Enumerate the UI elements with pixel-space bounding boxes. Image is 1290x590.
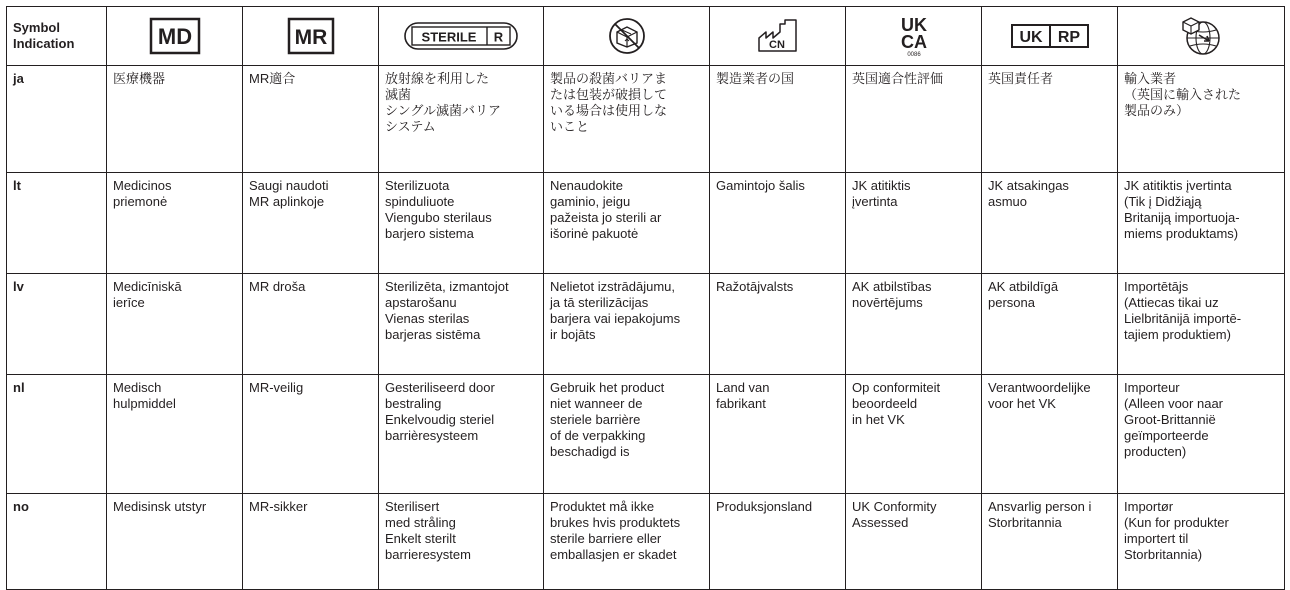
table-cell: Medicīniskā ierīce — [107, 274, 243, 375]
table-cell: 医療機器 — [107, 66, 243, 173]
table-row — [7, 173, 1285, 274]
table-cell: Ansvarlig person i Storbritannia — [982, 494, 1118, 590]
mr-symbol-text: MR — [294, 26, 327, 49]
symbol-cell-damaged — [544, 7, 710, 66]
symbol-cell-country — [710, 7, 846, 66]
symbol-cell-mr — [243, 7, 379, 66]
table-cell: 製品の殺菌バリアま たは包装が破損して いる場合は使用しな いこと — [544, 66, 710, 173]
table-cell: Importeur (Alleen voor naar Groot-Brittannië geïmporteerde producten) — [1118, 375, 1285, 494]
uk-responsible-person-icon — [1010, 23, 1090, 49]
table-cell: JK atitiktis įvertinta (Tik į Didžiąją Britaniją importuoja- miems produktams) — [1118, 173, 1285, 274]
ukca-body-number: 0086 — [906, 52, 921, 58]
table-cell: AK atbildīgā persona — [982, 274, 1118, 375]
table-cell: Nenaudokite gaminio, jeigu pažeista jo sterili ar išorinė pakuotė — [544, 173, 710, 274]
table-cell: Nelietot izstrādājumu, ja tā sterilizācijas barjera vai iepakojums ir bojāts — [544, 274, 710, 375]
table-cell: 輸入業者 （英国に輸入された 製品のみ） — [1118, 66, 1285, 173]
table-cell: Sterilizēta, izmantojot apstarošanu Vienas sterilas barjeras sistēma — [379, 274, 544, 375]
table-cell: Land van fabrikant — [710, 375, 846, 494]
sterile-r-symbol-text: R — [493, 29, 504, 45]
country-symbol-text: CN — [768, 39, 785, 51]
table-cell: MR droša — [243, 274, 379, 375]
table-cell: 製造業者の国 — [710, 66, 846, 173]
table-row — [7, 494, 1285, 590]
table-cell: Verantwoordelijke voor het VK — [982, 375, 1118, 494]
symbol-cell-sterile — [379, 7, 544, 66]
mr-safe-icon — [287, 17, 335, 55]
table-row — [7, 66, 1285, 173]
table-cell: Medisinsk utstyr — [107, 494, 243, 590]
language-code: nl — [7, 375, 107, 494]
table-cell: 英国適合性評価 — [846, 66, 982, 173]
table-cell: MR-veilig — [243, 375, 379, 494]
table-cell: Ražotājvalsts — [710, 274, 846, 375]
symbol-glossary-table — [6, 6, 1285, 590]
table-cell: Gesteriliseerd door bestraling Enkelvoudig steriel barrièresysteem — [379, 375, 544, 494]
ukrp-uk-text: UK — [1018, 29, 1043, 46]
symbol-table-body — [7, 66, 1285, 590]
ukca-uk-text: UK — [900, 15, 927, 35]
table-cell: Produktet må ikke brukes hvis produktets sterile barriere eller emballasjen er skadet — [544, 494, 710, 590]
table-cell: 英国責任者 — [982, 66, 1118, 173]
table-cell: Medisch hulpmiddel — [107, 375, 243, 494]
table-cell: Produksjonsland — [710, 494, 846, 590]
table-row — [7, 375, 1285, 494]
table-cell: JK atitiktis įvertinta — [846, 173, 982, 274]
table-row — [7, 274, 1285, 375]
ukca-ca-text: CA — [900, 32, 927, 52]
table-cell: Medicinos priemonė — [107, 173, 243, 274]
language-code: no — [7, 494, 107, 590]
symbol-cell-ukca — [846, 7, 982, 66]
language-code: lt — [7, 173, 107, 274]
table-cell: Saugi naudoti MR aplinkoje — [243, 173, 379, 274]
symbol-header-row — [7, 7, 1285, 66]
table-cell: Sterilizuota spinduliuote Viengubo sterilaus barjero sistema — [379, 173, 544, 274]
language-code: ja — [7, 66, 107, 173]
do-not-use-if-damaged-icon — [607, 16, 647, 56]
symbol-indication-label: Symbol Indication — [7, 7, 107, 66]
ukrp-rp-text: RP — [1057, 29, 1080, 46]
table-cell: Gebruik het product niet wanneer de steriele barrière of de verpakking beschadigd is — [544, 375, 710, 494]
symbol-cell-ukrp — [982, 7, 1118, 66]
country-of-manufacture-icon — [756, 18, 800, 54]
table-cell: Op conformiteit beoordeeld in het VK — [846, 375, 982, 494]
table-cell: UK Conformity Assessed — [846, 494, 982, 590]
sterile-radiation-icon — [403, 21, 519, 51]
table-cell: Gamintojo šalis — [710, 173, 846, 274]
table-cell: JK atsakingas asmuo — [982, 173, 1118, 274]
ukca-mark-icon — [897, 14, 931, 58]
medical-device-icon — [149, 17, 201, 55]
table-cell: AK atbilstības novērtējums — [846, 274, 982, 375]
language-code: lv — [7, 274, 107, 375]
symbol-cell-md — [107, 7, 243, 66]
table-cell: Importētājs (Attiecas tikai uz Lielbritānijā importē- tajiem produktiem) — [1118, 274, 1285, 375]
table-cell: MR-sikker — [243, 494, 379, 590]
table-cell: 放射線を利用した 滅菌 シングル滅菌バリア システム — [379, 66, 544, 173]
importer-icon — [1179, 15, 1223, 57]
symbol-cell-importer — [1118, 7, 1285, 66]
table-cell: Importør (Kun for produkter importert til Storbritannia) — [1118, 494, 1285, 590]
sterile-symbol-text: STERILE — [421, 29, 477, 45]
table-cell: Sterilisert med stråling Enkelt sterilt barrieresystem — [379, 494, 544, 590]
md-symbol-text: MD — [157, 24, 192, 49]
table-cell: MR適合 — [243, 66, 379, 173]
